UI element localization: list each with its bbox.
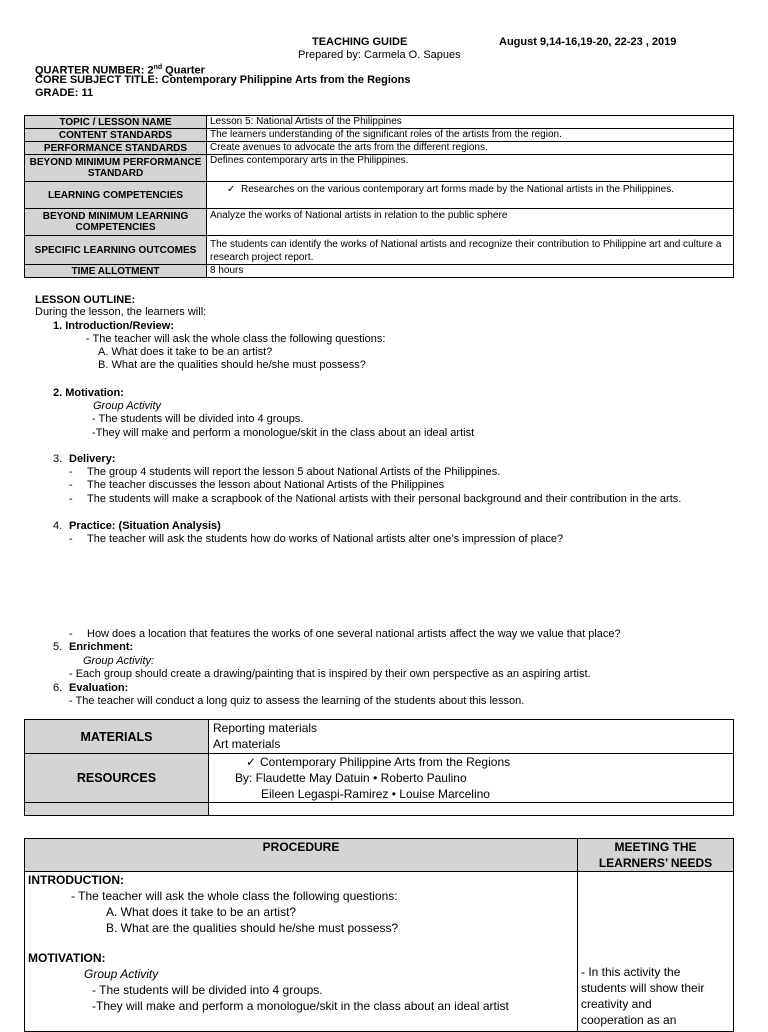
row-label: LEARNING COMPETENCIES [25, 182, 207, 209]
bullet-dash: - [69, 493, 73, 505]
list-item: - The students will be divided into 4 groups. [92, 983, 323, 997]
list-item: The students will make a scrapbook of the National artists with their personal background and their contribution in the arts. [87, 493, 682, 505]
row-label: BEYOND MINIMUM LEARNING COMPETENCIES [25, 209, 207, 236]
table-row [25, 720, 734, 754]
outline-title: LESSON OUTLINE: [35, 294, 136, 306]
list-item: Group Activity [84, 967, 159, 981]
row-value: Defines contemporary arts in the Philippines. [207, 155, 734, 182]
section-title: Delivery: [69, 453, 116, 465]
row-value: The students can identify the works of National artists and recognize their contribution to Philippine art and culture a research project report. [207, 236, 734, 265]
list-item: The teacher discusses the lesson about National Artists of the Philippines [87, 479, 445, 491]
empty-cell [209, 803, 734, 816]
standards-table [24, 115, 734, 278]
row-value: Lesson 5: National Artists of the Philippines [207, 116, 734, 129]
row-value: The learners understanding of the significant roles of the artists from the region. [207, 129, 734, 142]
list-item: B. What are the qualities should he/she must possess? [98, 359, 366, 371]
row-label: TOPIC / LESSON NAME [25, 116, 207, 129]
grade-level: GRADE: 11 [35, 87, 94, 99]
bullet-dash: - [69, 479, 73, 491]
list-item: B. What are the qualities should he/she must possess? [106, 921, 399, 935]
row-label: TIME ALLOTMENT [25, 265, 207, 278]
section-title: 1. Introduction/Review: [53, 320, 175, 332]
row-value: ✓ Researches on the various contemporary art forms made by the National artists in the Philippines. [207, 182, 734, 209]
section-number: 5. [53, 641, 63, 653]
row-label: PERFORMANCE STANDARDS [25, 142, 207, 155]
list-item: The teacher will ask the students how do works of National artists alter one’s impression of place? [87, 533, 564, 545]
row-label: CONTENT STANDARDS [25, 129, 207, 142]
table-row [25, 754, 734, 803]
check-icon: ✓ [246, 755, 257, 769]
list-item: - The teacher will ask the whole class the following questions: [71, 889, 398, 903]
doc-dates: August 9,14-16,19-20, 22-23 , 2019 [499, 36, 677, 48]
check-icon: ✓ [227, 184, 236, 195]
table-row [25, 129, 734, 142]
procedure-table [24, 838, 734, 1032]
bullet-dash: - [69, 533, 73, 545]
list-item: Group Activity [93, 400, 162, 412]
section-title: INTRODUCTION: [28, 873, 124, 887]
row-value: Analyze the works of National artists in relation to the public sphere [207, 209, 734, 236]
row-label: BEYOND MINIMUM PERFORMANCE STANDARD [25, 155, 207, 182]
table-row [25, 209, 734, 236]
section-number: 6. [53, 682, 63, 694]
list-item: The group 4 students will report the lesson 5 about National Artists of the Philippines. [87, 466, 501, 478]
materials-label: MATERIALS [25, 720, 209, 754]
procedure-body [25, 872, 578, 1032]
bullet-dash: - [69, 628, 73, 640]
bullet-dash: - [69, 466, 73, 478]
section-title: Evaluation: [69, 682, 129, 694]
row-value: Create avenues to advocate the arts from the different regions. [207, 142, 734, 155]
materials-table [24, 719, 734, 816]
list-item: A. What does it take to be an artist? [98, 346, 273, 358]
section-title: Practice: (Situation Analysis) [69, 520, 221, 532]
table-row [25, 803, 734, 816]
materials-value: Reporting materials Art materials [209, 720, 734, 754]
table-row [25, 236, 734, 265]
core-subject-title: CORE SUBJECT TITLE: Contemporary Philippine Arts from the Regions [35, 74, 411, 86]
table-row [25, 182, 734, 209]
table-row [25, 265, 734, 278]
list-item: -They will make and perform a monologue/skit in the class about an ideal artist [92, 999, 509, 1013]
prepared-by: Prepared by: Carmela O. Sapues [298, 49, 461, 61]
procedure-header: PROCEDURE [25, 839, 578, 872]
list-item: A. What does it take to be an artist? [106, 905, 297, 919]
table-row [25, 155, 734, 182]
section-title: Enrichment: [69, 641, 134, 653]
list-item: - The teacher will ask the whole class the following questions: [86, 333, 386, 345]
row-value: 8 hours [207, 265, 734, 278]
row-label: SPECIFIC LEARNING OUTCOMES [25, 236, 207, 265]
resources-value: ✓ Contemporary Philippine Arts from the Regions By: Flaudette May Datuin • Roberto Paulino Eileen Legaspi-Ramirez • Louise Marcelino [209, 754, 734, 803]
table-row [25, 116, 734, 129]
section-number: 3. [53, 453, 63, 465]
empty-cell [25, 803, 209, 816]
section-number: 4. [53, 520, 63, 532]
learners-needs-header: MEETING THE LEARNERS’ NEEDS [578, 839, 734, 872]
outline-intro: During the lesson, the learners will: [35, 306, 207, 318]
quarter-number: QUARTER NUMBER: 2nd Quarter [35, 64, 205, 77]
list-item: Group Activity: [83, 655, 155, 667]
list-item: -They will make and perform a monologue/skit in the class about an ideal artist [92, 427, 475, 439]
section-title: MOTIVATION: [28, 951, 106, 965]
table-row [25, 839, 734, 872]
list-item: How does a location that features the works of one several national artists affect the way we value that place? [87, 628, 621, 640]
table-row [25, 142, 734, 155]
list-item: - Each group should create a drawing/painting that is inspired by their own perspective as an aspiring artist. [69, 668, 591, 680]
list-item: - The students will be divided into 4 groups. [92, 413, 304, 425]
learners-needs-body: - In this activity the students will show their creativity and cooperation as an [578, 872, 734, 1032]
doc-title: TEACHING GUIDE [312, 36, 408, 48]
table-row [25, 872, 734, 1032]
list-item: - The teacher will conduct a long quiz to assess the learning of the students about this lesson. [69, 695, 525, 707]
section-title: 2. Motivation: [53, 387, 124, 399]
resources-label: RESOURCES [25, 754, 209, 803]
